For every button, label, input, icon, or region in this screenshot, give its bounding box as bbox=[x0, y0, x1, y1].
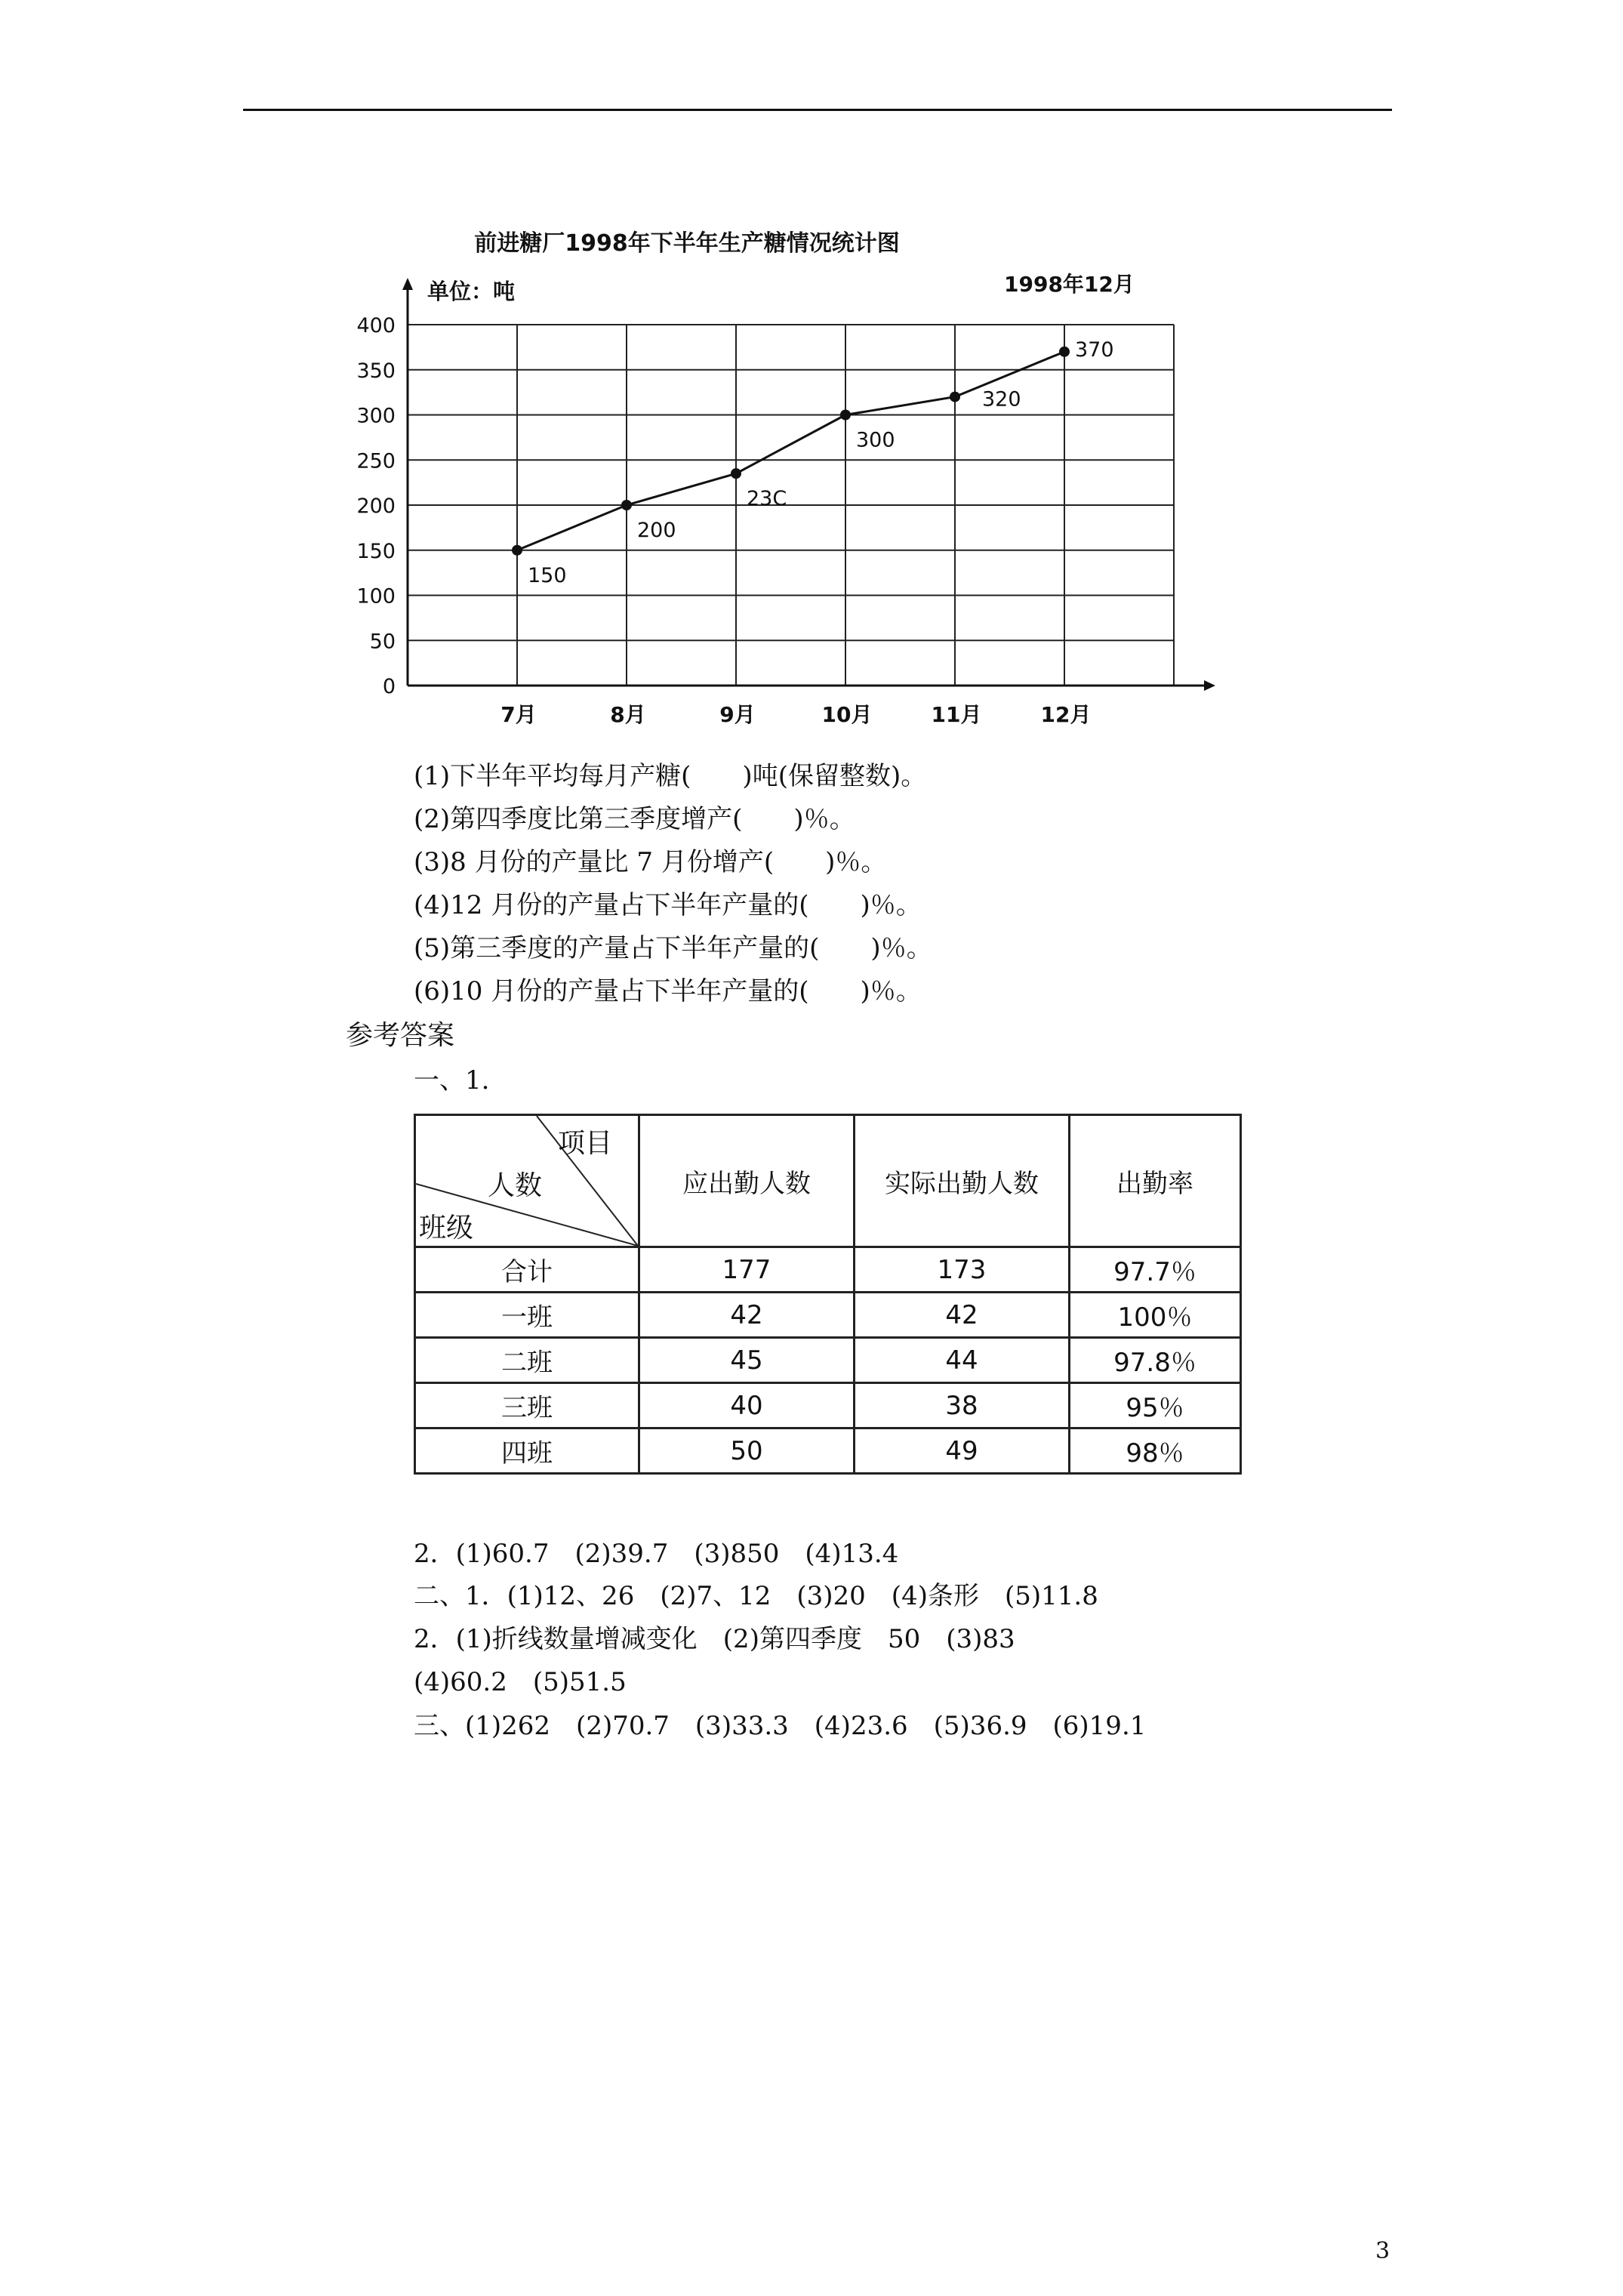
data-point bbox=[731, 468, 741, 479]
data-label: 23C bbox=[747, 487, 787, 511]
table-cell: 38 bbox=[855, 1383, 1070, 1428]
question-item: (5)第三季度的产量占下半年产量的( )％。 bbox=[414, 933, 932, 963]
chart-unit-label: 单位：吨 bbox=[427, 279, 516, 304]
data-label: 320 bbox=[982, 387, 1021, 411]
x-tick-label: 8月 bbox=[610, 702, 646, 727]
y-tick-label: 0 bbox=[382, 675, 396, 698]
answer-line: (4)60.2 (5)51.5 bbox=[414, 1667, 627, 1697]
row-label: 三班 bbox=[415, 1383, 639, 1428]
row-label: 一班 bbox=[415, 1293, 639, 1338]
y-tick-label: 50 bbox=[369, 630, 396, 654]
table-cell: 177 bbox=[639, 1247, 855, 1293]
row-label: 二班 bbox=[415, 1338, 639, 1383]
question-item: (3)8 月份的产量比 7 月份增产( )％。 bbox=[414, 847, 887, 877]
data-point bbox=[621, 500, 632, 510]
answer-line: 2．(1)60.7 (2)39.7 (3)850 (4)13.4 bbox=[414, 1539, 899, 1569]
question-item: (2)第四季度比第三季度增产( )％。 bbox=[414, 804, 855, 834]
table-cell: 44 bbox=[855, 1338, 1070, 1383]
x-tick-label: 7月 bbox=[500, 702, 537, 727]
chart-date-label: 1998年12月 bbox=[1004, 272, 1135, 297]
table-cell: 50 bbox=[639, 1428, 855, 1474]
corner-label-class: 班级 bbox=[419, 1213, 474, 1244]
attendance-table bbox=[414, 1114, 1242, 1475]
x-tick-label: 10月 bbox=[821, 702, 873, 727]
row-label: 合计 bbox=[415, 1247, 639, 1293]
table-cell: 49 bbox=[855, 1428, 1070, 1474]
table-row bbox=[415, 1428, 1241, 1474]
table-row bbox=[415, 1383, 1241, 1428]
y-tick-label: 200 bbox=[356, 495, 396, 518]
diagonal-header-cell bbox=[415, 1115, 639, 1247]
column-header: 应出勤人数 bbox=[639, 1115, 855, 1247]
answer-line: 三、(1)262 (2)70.7 (3)33.3 (4)23.6 (5)36.9 (6)19.1 bbox=[414, 1711, 1147, 1741]
data-point bbox=[1059, 347, 1070, 357]
data-point bbox=[512, 545, 522, 556]
table-cell: 97.7％ bbox=[1070, 1247, 1241, 1293]
corner-label-item: 项目 bbox=[558, 1128, 613, 1159]
table-header-row bbox=[415, 1115, 1241, 1247]
data-label: 200 bbox=[637, 519, 676, 542]
x-tick-label: 11月 bbox=[931, 702, 982, 727]
header-rule bbox=[243, 109, 1392, 111]
series-line bbox=[517, 352, 1064, 550]
section-1-label: 一、1. bbox=[414, 1065, 490, 1096]
y-tick-label: 150 bbox=[356, 539, 396, 563]
page-number: 3 bbox=[1375, 2238, 1390, 2264]
data-point bbox=[840, 410, 851, 421]
answer-line: 2．(1)折线数量增减变化 (2)第四季度 50 (3)83 bbox=[414, 1624, 1015, 1654]
table-cell: 98％ bbox=[1070, 1428, 1241, 1474]
answer-line: 二、1．(1)12、26 (2)7、12 (3)20 (4)条形 (5)11.8 bbox=[414, 1581, 1098, 1611]
table-row bbox=[415, 1338, 1241, 1383]
y-tick-label: 100 bbox=[356, 584, 396, 609]
question-item: (1)下半年平均每月产糖( )吨(保留整数)。 bbox=[414, 761, 927, 791]
column-header: 实际出勤人数 bbox=[855, 1115, 1070, 1247]
table-cell: 45 bbox=[639, 1338, 855, 1383]
answers-heading: 参考答案 bbox=[346, 1020, 455, 1051]
data-point bbox=[950, 392, 960, 402]
question-item: (4)12 月份的产量占下半年产量的( )％。 bbox=[414, 890, 922, 920]
table-cell: 97.8％ bbox=[1070, 1338, 1241, 1383]
table-row bbox=[415, 1293, 1241, 1338]
y-axis-arrow bbox=[402, 278, 413, 290]
table-cell: 95％ bbox=[1070, 1383, 1241, 1428]
x-tick-label: 9月 bbox=[719, 702, 756, 727]
table-cell: 42 bbox=[855, 1293, 1070, 1338]
table-cell: 42 bbox=[639, 1293, 855, 1338]
y-tick-label: 350 bbox=[356, 359, 396, 383]
table-row bbox=[415, 1247, 1241, 1293]
table-cell: 173 bbox=[855, 1247, 1070, 1293]
y-tick-label: 400 bbox=[356, 314, 396, 337]
data-label: 300 bbox=[856, 428, 895, 452]
chart-title: 前进糖厂1998年下半年生产糖情况统计图 bbox=[474, 230, 900, 257]
question-item: (6)10 月份的产量占下半年产量的( )％。 bbox=[414, 976, 922, 1006]
data-label: 150 bbox=[528, 563, 567, 587]
table-cell: 40 bbox=[639, 1383, 855, 1428]
x-tick-label: 12月 bbox=[1040, 702, 1092, 727]
corner-label-count: 人数 bbox=[488, 1170, 543, 1201]
x-axis-arrow bbox=[1204, 680, 1215, 691]
column-header: 出勤率 bbox=[1070, 1115, 1241, 1247]
y-tick-label: 250 bbox=[356, 449, 396, 473]
line-chart bbox=[332, 219, 1238, 732]
table-cell: 100％ bbox=[1070, 1293, 1241, 1338]
y-tick-label: 300 bbox=[356, 404, 396, 428]
row-label: 四班 bbox=[415, 1428, 639, 1474]
question-list bbox=[414, 755, 932, 1013]
data-label: 370 bbox=[1075, 337, 1114, 362]
